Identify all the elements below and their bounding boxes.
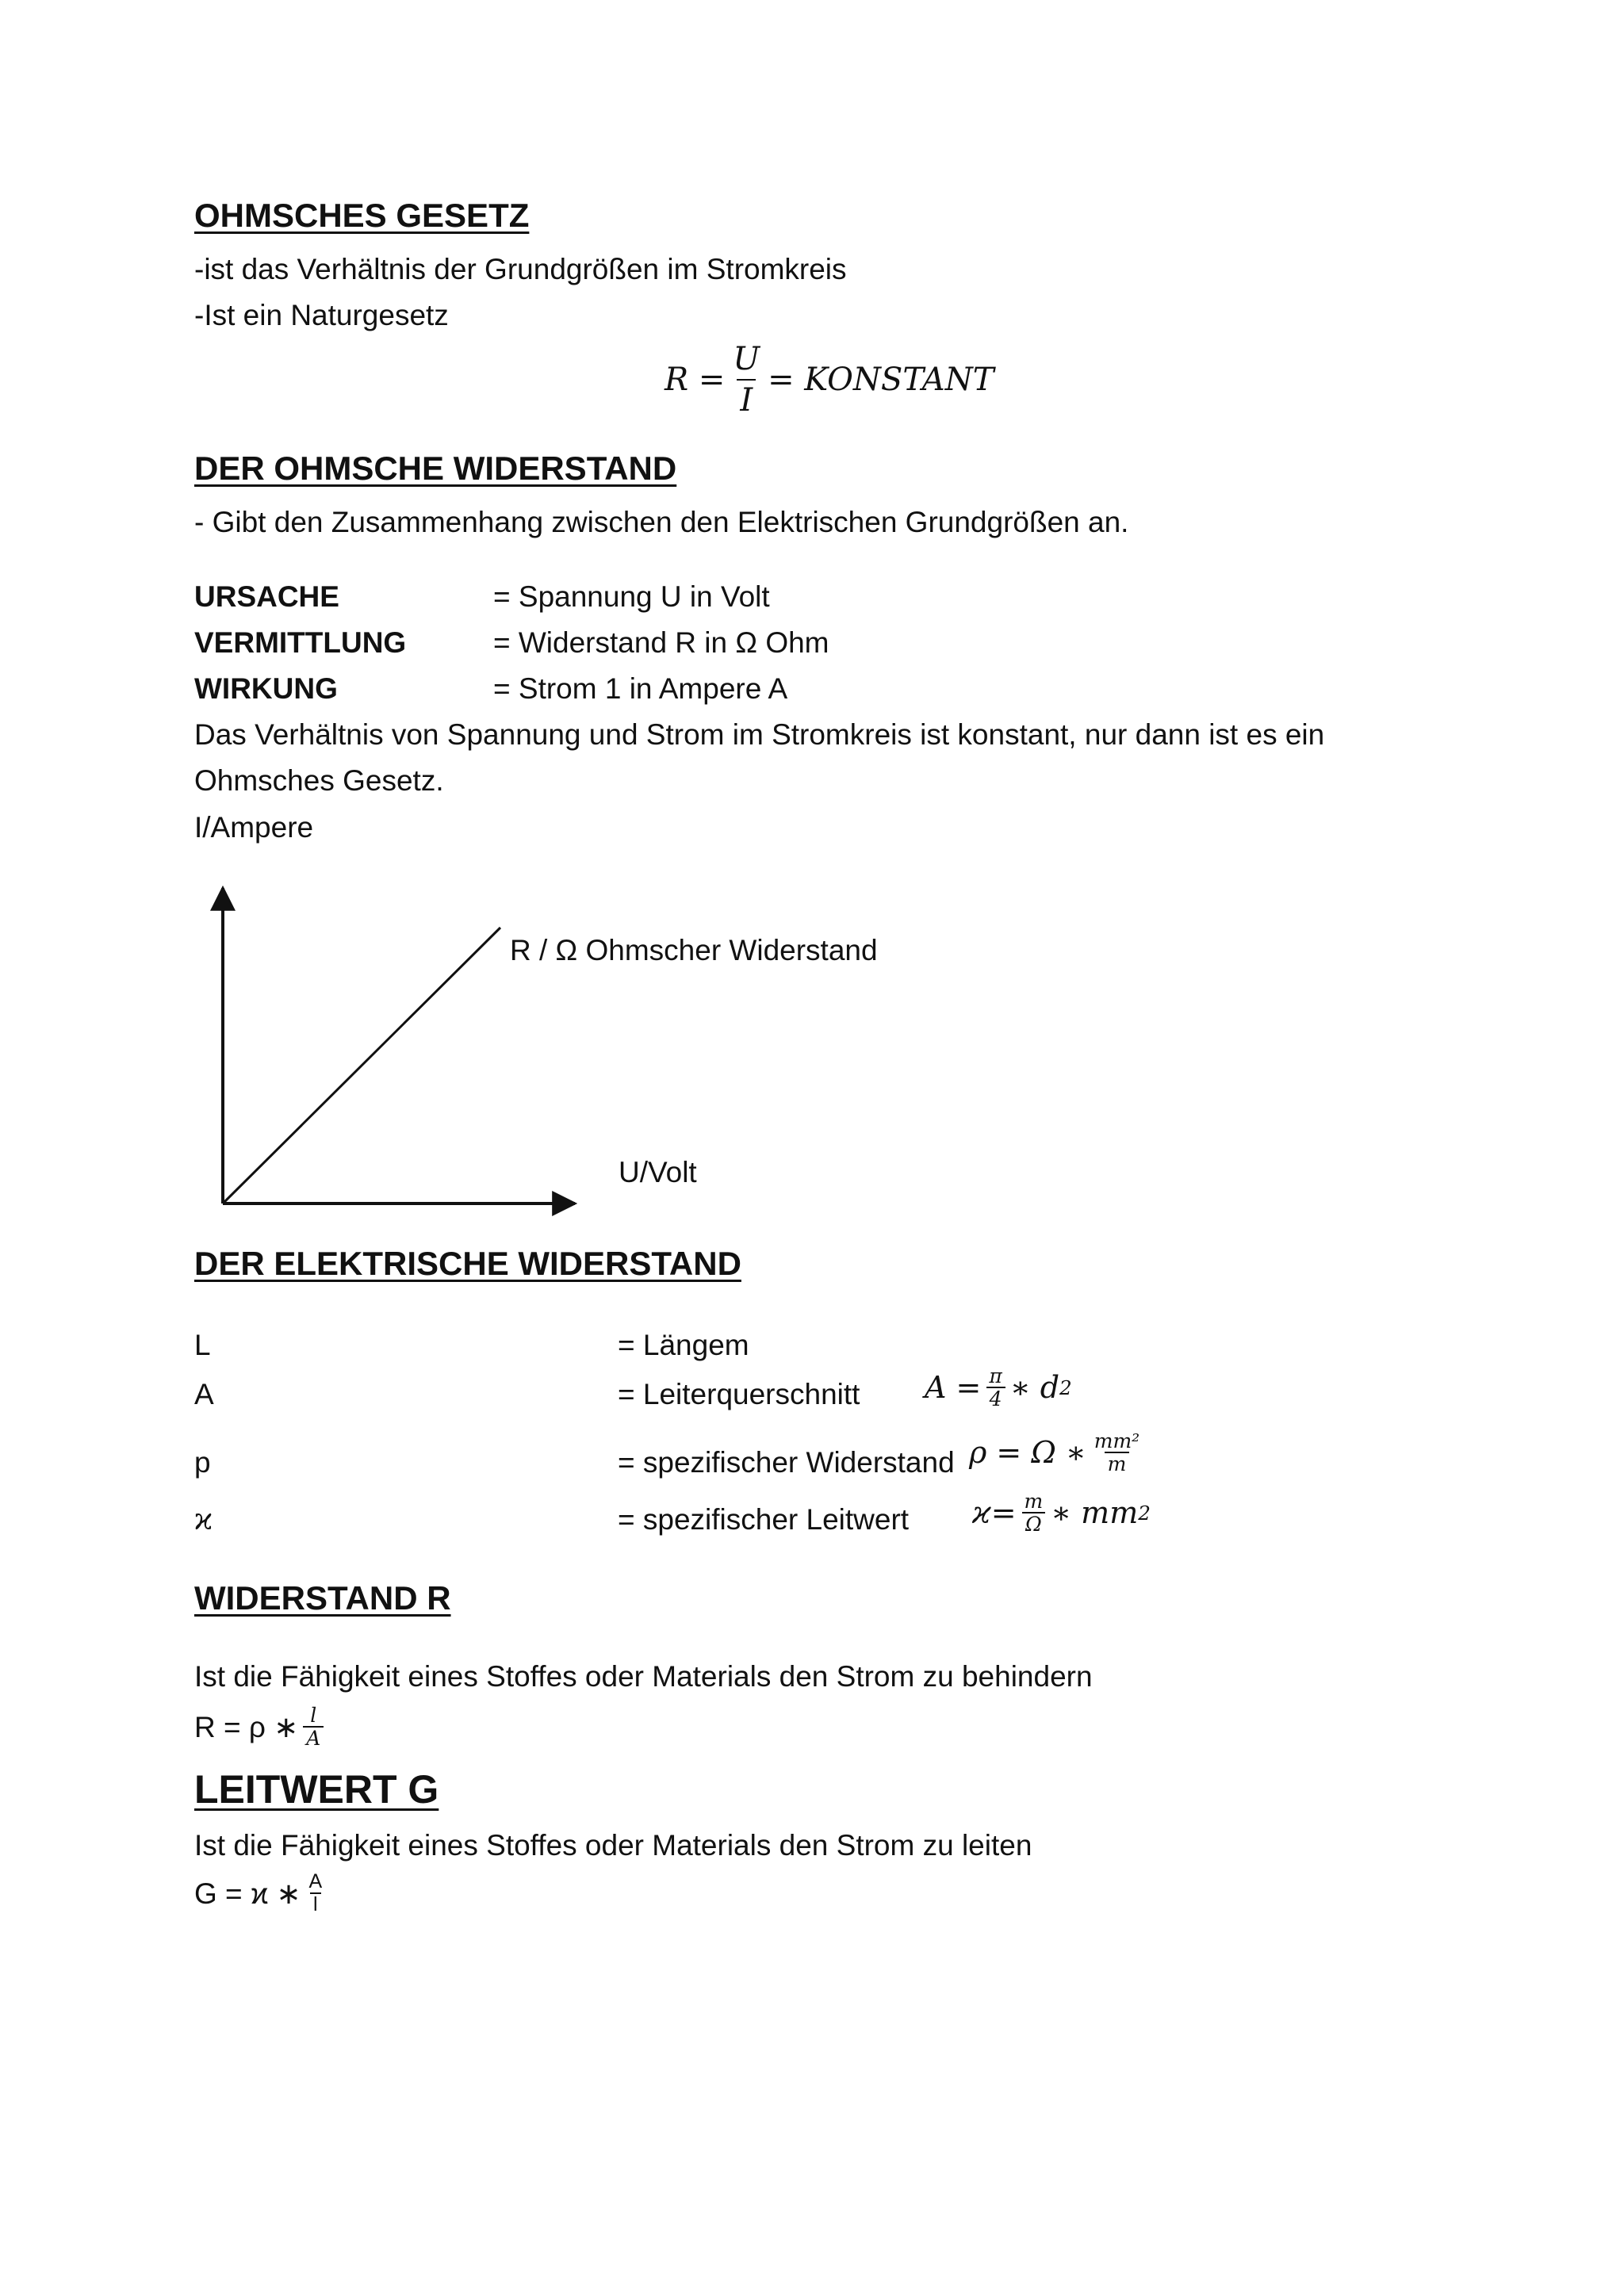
def-laenge: = Längem (618, 1329, 749, 1361)
fraction-numerator: π (989, 1364, 1002, 1387)
fraction-numerator: m (1024, 1490, 1044, 1513)
heading-der-elektrische-widerstand: DER ELEKTRISCHE WIDERSTAND (194, 1245, 741, 1282)
formula-lhs: R = ρ ∗ (194, 1710, 299, 1743)
chart-series-line (223, 928, 500, 1203)
text-paragraph-line: Das Verhältnis von Spannung und Strom im Stromkreis ist konstant, nur dann ist es ein (194, 718, 1325, 751)
formula-fraction (1021, 1490, 1047, 1535)
chart-y-axis-label: I/Ampere (194, 811, 314, 844)
formula-lhs: R = (665, 362, 726, 398)
fraction-denominator: m (1105, 1452, 1130, 1475)
text-paragraph-line: Ohmsches Gesetz. (194, 764, 444, 797)
text-widerstand-definition: Ist die Fähigkeit eines Stoffes oder Materials den Strom zu behindern (194, 1660, 1093, 1693)
term-ursache: URSACHE (194, 580, 339, 613)
heading-der-ohmsche-widerstand: DER OHMSCHE WIDERSTAND (194, 450, 677, 487)
text-line: -Ist ein Naturgesetz (194, 299, 449, 331)
formula-widerstand (194, 1705, 328, 1749)
formula-fraction (986, 1365, 1005, 1410)
symbol-p: p (194, 1446, 211, 1479)
def-leiterquerschnitt: = Leiterquerschnitt (618, 1378, 860, 1410)
formula-rhs: ∗ d (1009, 1370, 1060, 1405)
def-spezifischer-widerstand: = spezifischer Widerstand (618, 1446, 955, 1479)
formula-leitwert (194, 1871, 330, 1915)
text-line: -ist das Verhältnis der Grundgrößen im Stromkreis (194, 253, 847, 285)
term-vermittlung: VERMITTLUNG (194, 626, 407, 659)
text-leitwert-definition: Ist die Fähigkeit eines Stoffes oder Materials den Strom zu leiten (194, 1829, 1032, 1862)
symbol-l: L (194, 1329, 211, 1361)
heading-widerstand-r: WIDERSTAND R (194, 1579, 451, 1617)
fraction-denominator: l (310, 1892, 321, 1915)
formula-exponent: 2 (1138, 1501, 1151, 1525)
formula-lhs: ϰ= (972, 1495, 1017, 1530)
formula-rhs: = KONSTANT (768, 362, 994, 398)
fraction-denominator: Ω (1022, 1512, 1045, 1535)
def-ursache: = Spannung U in Volt (493, 580, 770, 613)
formula-fraction (303, 1705, 324, 1749)
formula-area (925, 1365, 1072, 1410)
fraction-numerator: l (310, 1704, 317, 1727)
heading-leitwert-g: LEITWERT G (194, 1767, 439, 1812)
formula-exponent: 2 (1059, 1376, 1072, 1399)
formula-lhs: ρ = Ω ∗ (969, 1435, 1086, 1470)
fraction-numerator: mm² (1094, 1429, 1140, 1452)
chart-x-axis-label: U/Volt (619, 1156, 697, 1188)
fraction-denominator: 4 (986, 1387, 1005, 1410)
fraction-denominator: I (737, 379, 756, 420)
formula-fraction (1091, 1430, 1143, 1475)
symbol-kappa: ϰ (194, 1502, 213, 1536)
chart-series-label: R / Ω Ohmscher Widerstand (510, 934, 878, 966)
heading-ohmsches-gesetz: OHMSCHES GESETZ (194, 197, 530, 234)
symbol-a: A (194, 1378, 214, 1410)
formula-fraction (305, 1871, 325, 1915)
formula-rhs: ∗ mm (1051, 1495, 1139, 1530)
def-vermittlung: = Widerstand R in Ω Ohm (493, 626, 829, 659)
def-wirkung: = Strom 1 in Ampere A (493, 672, 788, 705)
def-spezifischer-leitwert: = spezifischer Leitwert (618, 1503, 910, 1536)
term-wirkung: WIRKUNG (194, 672, 338, 705)
fraction-denominator: A (303, 1726, 324, 1749)
formula-lhs: G = ϰ ∗ (194, 1877, 301, 1910)
formula-kappa (972, 1490, 1151, 1535)
text-intro: - Gibt den Zusammenhang zwischen den Elektrischen Grundgrößen an. (194, 506, 1129, 538)
fraction-numerator: A (308, 1870, 323, 1892)
formula-rho (969, 1430, 1147, 1475)
fraction-numerator: U (733, 341, 760, 377)
formula-lhs: A = (925, 1370, 982, 1405)
